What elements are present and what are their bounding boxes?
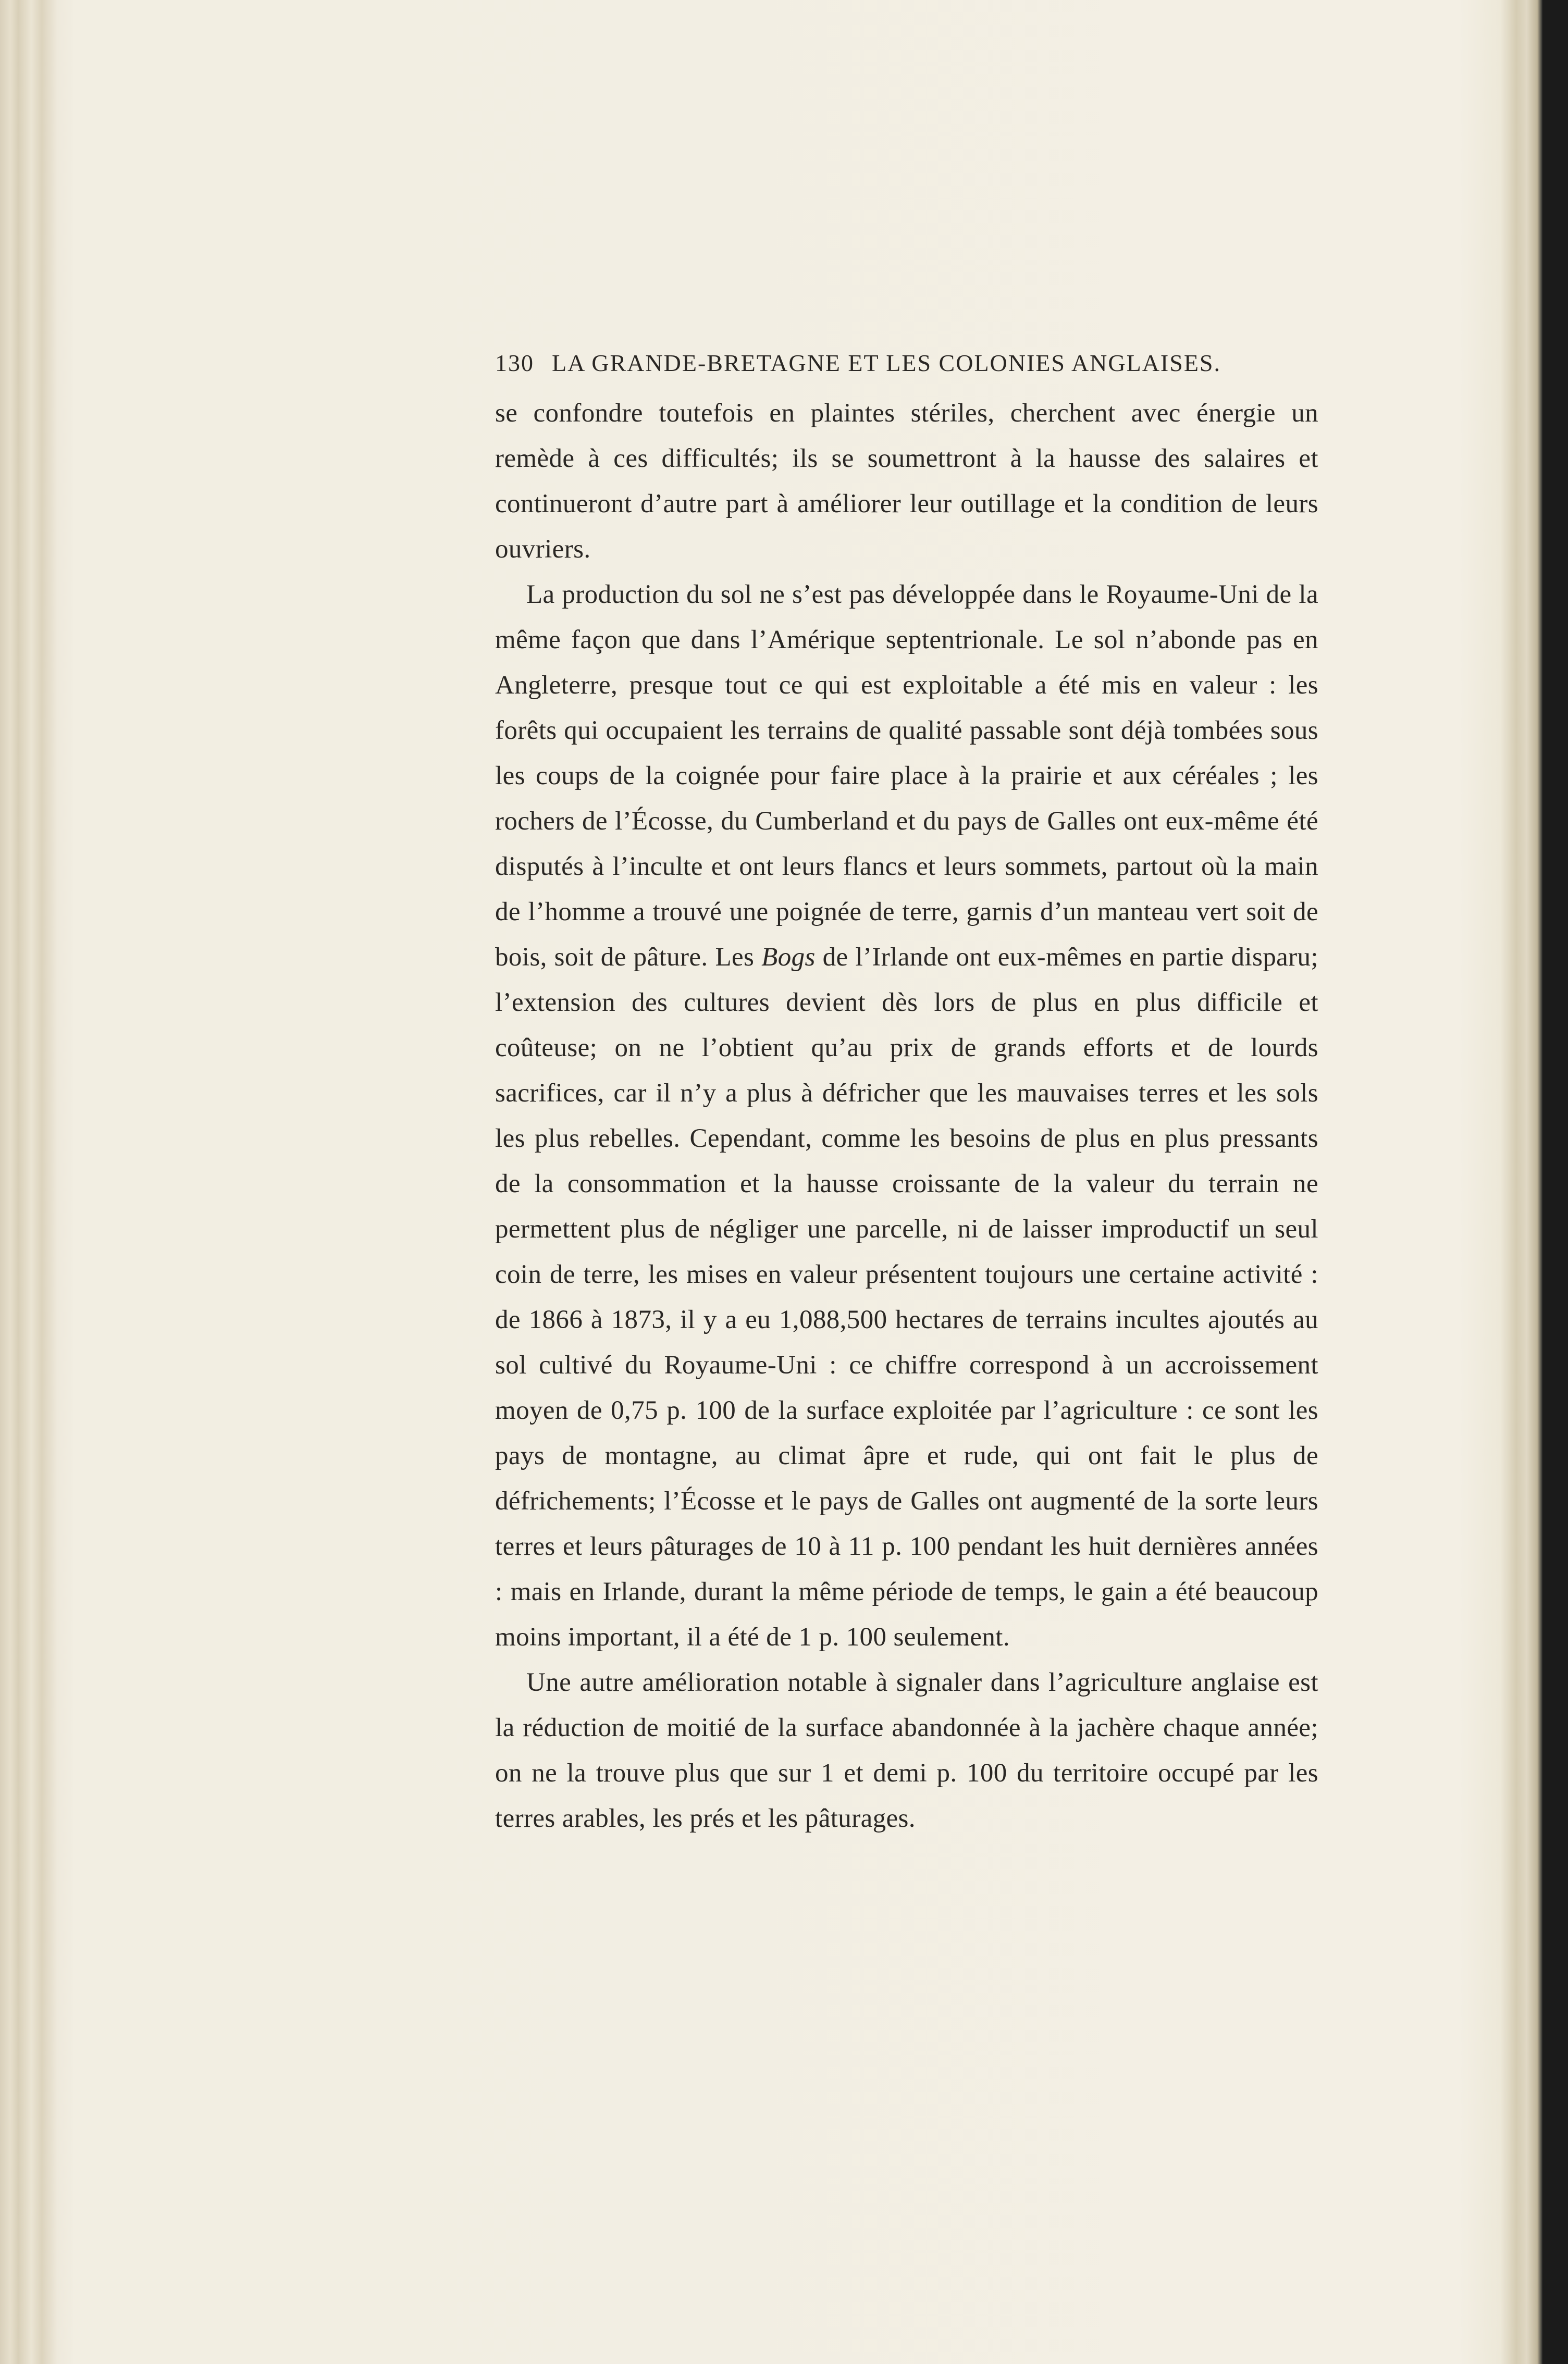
paragraph-1-text: se confondre toutefois en plaintes stériles, cherchent avec énergie un remède à ces difficultés; ils se soumettront à la hausse des salaires et continueront d’autre part à améliorer leur outillage et la condition de leurs ouvriers.: [495, 399, 1318, 564]
page-gutter-right: [1501, 0, 1542, 2364]
paragraph-3-text: Une autre amélioration notable à signaler dans l’agriculture anglaise est la réduction de moitié de la surface abandonnée à la jachère chaque année; on ne la trouve plus que sur 1 et demi p. 100 du territoire occupé par les terres arables, les prés et les pâturages.: [495, 1668, 1318, 1833]
page-number: 130: [495, 350, 534, 376]
running-head: [495, 349, 1318, 391]
paragraph-3: [495, 1660, 1318, 1841]
page-text-block: [495, 349, 1318, 1841]
paragraph-1: [495, 391, 1318, 572]
page-gutter-left: [0, 0, 73, 2364]
paragraph-2-text-start: La production du sol ne s’est pas développée dans le Royaume-Uni de la même façon que dans l’Amérique septentrionale. Le sol n’abonde pas en Angleterre, presque tout ce qui est exploitable a été mis en valeur : les forêts qui occupaient les terrains de qualité passable sont déjà tombées sous les coups de la coignée pour faire place à la prairie et aux céréales ; les rochers de l’Écosse, du Cumberland et du pays de Galles ont eux-même été disputés à l’inculte et ont leurs flancs et leurs sommets, partout où la main de l’homme a trouvé une poignée de terre, garnis d’un manteau vert soit de bois, soit de pâture. Les: [495, 580, 1318, 972]
scan-background-edge: [1542, 0, 1568, 2364]
paragraph-2: [495, 572, 1318, 1660]
paragraph-2-text-end: de l’Irlande ont eux-mêmes en partie disparu; l’extension des cultures devient dès lors de plus en plus difficile et coûteuse; on ne l’obtient qu’au prix de grands efforts et de lourds sacrifices, car il n’y a plus à défricher que les mauvaises terres et les sols les plus rebelles. Cependant, comme les besoins de plus en plus pressants de la consommation et la hausse croissante de la valeur du terrain ne permettent plus de négliger une parcelle, ni de laisser improductif un seul coin de terre, les mises en valeur présentent toujours une certaine activité : de 1866 à 1873, il y a eu 1,088,500 hectares de terrains incultes ajoutés au sol cultivé du Royaume-Uni : ce chiffre correspond à un accroissement moyen de 0,75 p. 100 de la surface exploitée par l’agriculture : ce sont les pays de montagne, au climat âpre et rude, qui ont fait le plus de défrichements; l’Écosse et le pays de Galles ont augmenté de la sorte leurs terres et leurs pâturages de 10 à 11 p. 100 pendant les huit dernières années : mais en Irlande, durant la même période de temps, le gain a été beaucoup moins important, il a été de 1 p. 100 seulement.: [495, 943, 1318, 1652]
running-title: LA GRANDE-BRETAGNE ET LES COLONIES ANGLAISES.: [552, 350, 1221, 376]
paragraph-2-italic-term: Bogs: [761, 943, 816, 972]
